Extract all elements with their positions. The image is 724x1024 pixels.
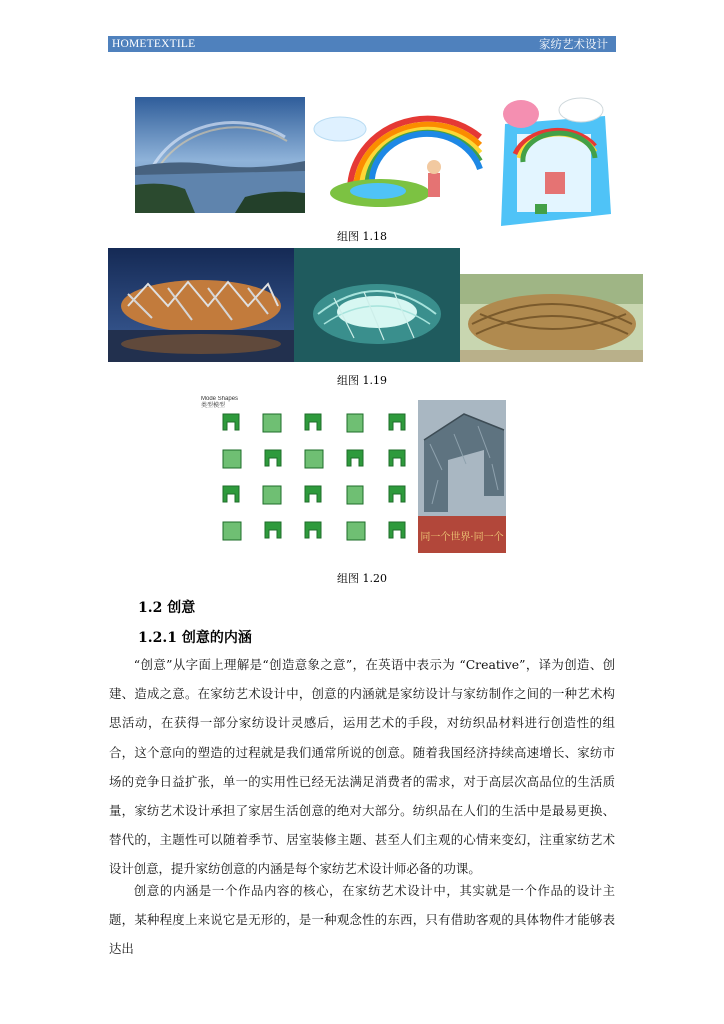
photo-woven-nest — [460, 274, 643, 362]
figure-caption-1-18: 组图 1.18 — [337, 230, 387, 243]
section-heading-1-2: 1.2 创意 — [138, 600, 196, 616]
section-heading-1-2-1: 1.2.1 创意的内涵 — [138, 630, 252, 646]
photo-birds-nest-night — [108, 248, 294, 362]
photo-birds-nest-render — [294, 248, 460, 362]
diagram-mode-shapes — [201, 396, 417, 554]
photo-rainbow-lake — [135, 97, 305, 213]
mode-shapes-label: Mode Shapes — [201, 396, 239, 402]
photo-rainbow-bedding — [495, 94, 615, 234]
page-header — [108, 36, 616, 52]
header-left: HOMETEXTILE — [112, 38, 196, 50]
header-right: 家纺艺术设计 — [539, 37, 608, 51]
body-paragraph-1: “创意”从字面上理解是“创造意象之意”，在英语中表示为 “Creative”，译为创造、创建、造成之意。在家纺艺术设计中，创意的内涵就是家纺设计与家纺制作之间的一种艺术构思活动，在获得一部分家纺设计灵感后，运用艺术的手段，对纺织品材料进行创造性的组合，这个意向的塑造的过程就是我们通常所说的创意。随着我国经济持续高速增长、家纺市场的竞争日益扩张，单一的实用性已经无法满足消费者的需求，对于高层次高品位的生活质量，家纺艺术设计承担了家居生活创意的绝对大部分。纺织品在人们的生活中是最易更换、替代的，主题性可以随着季节、居室装修主题、甚至人们主观的心情来变幻，注重家纺艺术设计创意，提升家纺创意的内涵是每个家纺艺术设计师必备的功课。 — [109, 657, 615, 877]
mode-shapes-label-cn: 类型模型 — [201, 403, 226, 409]
banner-text: 同一个世界·同一个 — [420, 532, 504, 543]
body-paragraph-2: 创意的内涵是一个作品内容的核心，在家纺艺术设计中，其实就是一个作品的设计主题，某种程度上来说它是无形的，是一种观念性的东西，只有借助客观的具体物件才能够表达出 — [109, 883, 615, 957]
illustration-rainbow-child — [310, 97, 488, 213]
figure-caption-1-19: 组图 1.19 — [337, 374, 387, 387]
photo-cctv-tower — [418, 400, 506, 553]
figure-caption-1-20: 组图 1.20 — [337, 572, 387, 585]
